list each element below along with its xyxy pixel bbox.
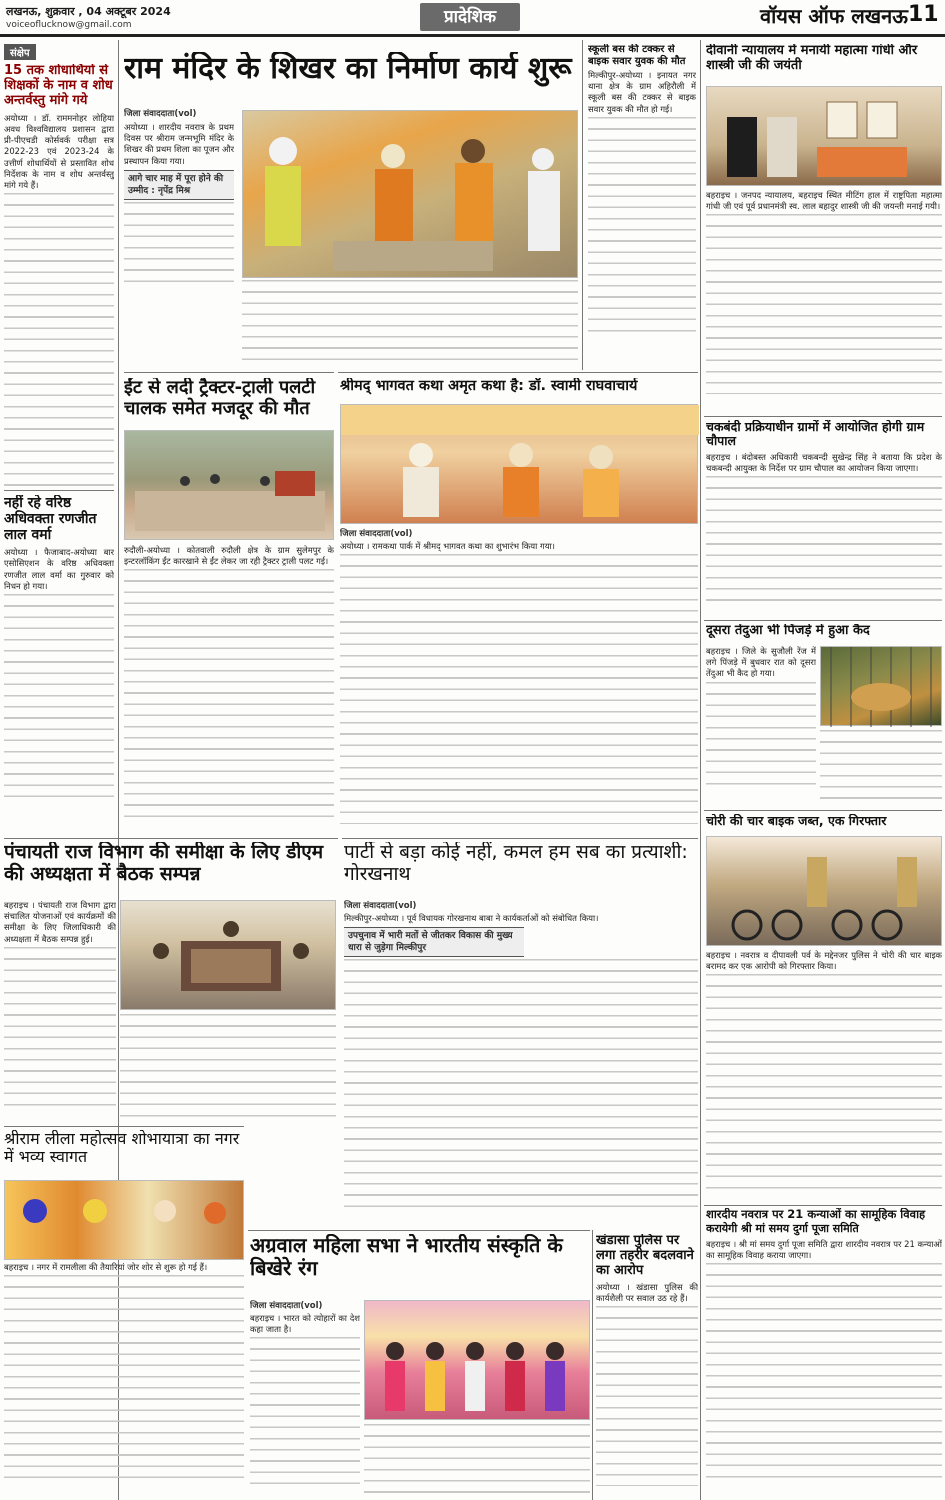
story-tractor-headline-box — [124, 378, 334, 428]
divider — [124, 372, 334, 373]
story-text: बहराइच । नगर में रामलीला की तैयारियां जोर शोर से शुरू हो गई हैं। — [4, 1262, 208, 1272]
story-text: अयोध्या । फैजाबाद-अयोध्या बार एसोसिएशन के वरिष्ठ अधिवक्ता रणजीत लाल वर्मा का गुरुवार को निधन हो गया। — [4, 547, 114, 591]
byline: जिला संवाददाता(vol) — [124, 109, 197, 119]
divider — [704, 416, 942, 417]
story-text: अयोध्या । डॉ. राममनोहर लोहिया अवध विश्वविद्यालय प्रशासन द्वारा प्री-पीएचडी कोर्सवर्क परीक्षा सत्र 2022-23 एवं 2023-24 के उत्तीर्ण शोधार्थियों से प्रस्तावित शोध निर्देशक के नाम व शोध अन्तर्वस्तु मांगे गये हैं। — [4, 112, 114, 191]
story-text: अयोध्या । रामकथा पार्क में श्रीमद् भागवत कथा का शुभारंभ किया गया। — [340, 541, 555, 551]
text-filler — [340, 554, 698, 824]
dateline: लखनऊ, शुक्रवार , 04 अक्टूबर 2024 — [6, 5, 171, 18]
photo-gandhi-tribute — [706, 86, 942, 186]
text-filler — [344, 959, 698, 1209]
story-text: बहराइच । श्री मां समय दुर्गा पूजा समिति द्वारा शारदीय नवरात्र पर 21 कन्याओं का सामूहिक विवाह कराया जाएगा। — [706, 1238, 942, 1261]
masthead-rule — [0, 34, 945, 37]
story-gandhi-text — [706, 190, 942, 410]
divider — [342, 838, 698, 839]
story-ramleela-text — [4, 1262, 244, 1498]
headline: नहीं रहे वरिष्ठ अधिवक्ता रणजीत लाल वर्मा — [4, 495, 97, 544]
divider — [704, 810, 942, 811]
headline: पंचायती राज विभाग की समीक्षा के लिए डीएम की अध्यक्षता में बैठक सम्पन्न — [4, 842, 324, 885]
photo-illustration — [365, 1301, 591, 1421]
story-tractor-text — [124, 545, 334, 835]
text-filler — [124, 569, 334, 819]
headline: दूसरा तेंदुआ भी पिंजड़े में हुआ कैद — [706, 624, 870, 638]
headline: चोरी की चार बाइक जब्त, एक गिरफ्तार — [706, 814, 887, 828]
subhead: करायेगी श्री मां समय दुर्गा पूजा समिति — [706, 1222, 859, 1236]
story-text: बहराइच । पंचायती राज विभाग द्वारा संचालित योजनाओं एवं कार्यक्रमों की समीक्षा के लिए जिलाधिकारी की अध्यक्षता में बैठक सम्पन्न हुई। — [4, 900, 116, 944]
top-story-headline-box — [124, 52, 580, 102]
photo-recovered-bikes — [706, 836, 942, 946]
text-filler — [4, 1275, 244, 1485]
story-agrawal-text — [250, 1300, 360, 1498]
story-text: अयोध्या । शारदीय नवरात्र के प्रथम दिवस पर श्रीराम जन्मभूमि मंदिर के शिखर की प्रथम शिला का पूजन और प्रस्थापन किया गया। — [124, 122, 234, 166]
story-text: मिल्कीपुर-अयोध्या । पूर्व विधायक गोरखनाथ बाबा ने कार्यकर्ताओं को संबोधित किया। — [344, 913, 599, 923]
byline: जिला संवाददाता(vol) — [250, 1301, 323, 1311]
divider — [4, 490, 114, 491]
story-text: बहराइच । नवरात्र व दीपावली पर्व के मद्देनजर पुलिस ने चोरी की चार बाइक बरामद कर एक आरोपी को गिरफ्तार किया। — [706, 950, 942, 972]
story-ramleela-headline-box — [4, 1130, 244, 1180]
website-email: voiceoflucknow@gmail.com — [6, 20, 132, 30]
photo-panchayat-meeting — [120, 900, 336, 1010]
photo-ramleela-procession — [4, 1180, 244, 1260]
headline: पार्टी से बड़ा कोई नहीं, कमल हम सब का प्रत्याशी: गोरखनाथ — [344, 842, 688, 885]
story-gorakhnath-headline-box — [344, 842, 698, 898]
story-panchayat-text-2 — [120, 1014, 336, 1124]
story-bike-headline-box — [706, 814, 942, 834]
text-filler — [706, 1263, 942, 1483]
story-panchayat-headline-box — [4, 842, 338, 898]
paper-name: वॉयस ऑफ लखनऊ — [760, 4, 908, 28]
text-filler — [706, 974, 942, 1194]
text-filler — [820, 730, 942, 804]
brief-story-1 — [4, 64, 114, 494]
headline: दीवानी न्यायालय में मनायी महात्मा गांधी और शास्त्री जी की जयंती — [706, 44, 918, 73]
headline: श्रीमद् भागवत कथा अमृत कथा है: डॉ. स्वामी राघवाचार्य — [340, 378, 638, 394]
top-story-text — [124, 108, 234, 358]
byline: जिला संवाददाता(vol) — [344, 901, 417, 911]
story-text: बहराइच । बंदोबस्त अधिकारी चकबन्दी सुखेन्द्र सिंह ने बताया कि प्रदेश के चकबन्दी आयुक्त के निर्देश पर ग्राम चौपाल का आयोजन किया जाएगा। — [706, 451, 942, 473]
top-story-columns — [242, 280, 578, 368]
headline: 15 तक शोधार्थियों से शिक्षकों के नाम व शोध अन्तर्वस्तु मांगे गये — [4, 64, 113, 108]
text-filler — [364, 1424, 590, 1496]
photo-illustration — [121, 901, 337, 1011]
photo-illustration — [125, 431, 335, 541]
story-bike-text — [706, 950, 942, 1200]
brief-story-2 — [4, 495, 114, 830]
text-filler — [4, 947, 116, 1107]
story-agrawal-text-2 — [364, 1424, 590, 1498]
headline: चकबंदी प्रक्रियाधीन ग्रामों में आयोजित होगी ग्राम चौपाल — [706, 420, 925, 449]
story-school-bus — [588, 44, 696, 364]
text-filler — [706, 214, 942, 394]
photo-bhagwat-katha — [340, 404, 698, 524]
text-filler — [250, 1337, 360, 1487]
divider — [704, 620, 942, 621]
text-filler — [706, 476, 942, 606]
photo-illustration — [821, 647, 943, 727]
text-filler — [596, 1306, 698, 1486]
text-filler — [706, 682, 816, 792]
column-rule — [592, 1230, 593, 1500]
section-label: प्रादेशिक — [420, 3, 520, 31]
divider — [4, 838, 338, 839]
brief-tag: संक्षेप — [4, 44, 36, 60]
divider — [704, 1205, 942, 1206]
story-vivah — [706, 1208, 942, 1498]
story-text: बहराइच । जिले के सुजौली रेंज में लगे पिंजड़े में बुधवार रात को दूसरा तेंदुआ भी कैद हो गया। — [706, 646, 816, 679]
story-leopard-headline-box — [706, 624, 942, 644]
photo-tractor-accident — [124, 430, 334, 540]
story-khandasa — [596, 1234, 698, 1498]
photo-people-illustration — [243, 111, 579, 279]
headline: अग्रवाल महिला सभा ने भारतीय संस्कृति के बिखेरे रंग — [250, 1234, 563, 1280]
story-gorakhnath-text — [344, 900, 698, 1230]
text-filler — [588, 117, 696, 337]
column-rule — [582, 40, 583, 370]
text-filler — [242, 280, 578, 366]
callout: आगे चार माह में पूरा होने की उम्मीद : नृपेंद्र मिश्र — [124, 170, 234, 200]
photo-illustration — [341, 405, 699, 525]
photo-illustration — [707, 87, 943, 187]
story-text: मिल्कीपुर-अयोध्या । इनायत नगर थाना क्षेत्र के ग्राम अहिरौली में स्कूली बस की टक्कर से बाइक सवार युवक की मौत हो गई। — [588, 70, 696, 114]
column-rule — [700, 40, 701, 1500]
photo-leopard-cage — [820, 646, 942, 726]
headline: शारदीय नवरात्र पर 21 कन्याओं का सामूहिक विवाह — [706, 1208, 926, 1221]
divider — [338, 372, 698, 373]
callout: उपचुनाव में भारी मतों से जीतकर विकास की मुख्य धारा से जुड़ेगा मिल्कीपुर — [344, 927, 524, 957]
headline: स्कूली बस की टक्कर से बाइक सवार युवक की मौत — [588, 44, 686, 67]
byline: जिला संवाददाता(vol) — [340, 529, 413, 539]
photo-illustration — [707, 837, 943, 947]
story-chakbandi — [706, 420, 942, 620]
story-bhagwat-text — [340, 528, 698, 833]
text-filler — [120, 1014, 336, 1122]
story-leopard-text — [706, 646, 816, 806]
divider — [248, 1230, 590, 1231]
divider — [4, 1126, 244, 1127]
story-text: अयोध्या । खंडासा पुलिस की कार्यशैली पर सवाल उठ रहे हैं। — [596, 1281, 698, 1304]
story-gandhi-headline-box — [706, 44, 942, 84]
headline: ईंट से लदी ट्रैक्टर-ट्राली पलटी चालक समेत मजदूर की मौत — [124, 378, 316, 419]
text-filler — [124, 202, 234, 282]
photo-agrawal-mahila-sabha — [364, 1300, 590, 1420]
story-text: रुदौली-अयोध्या । कोतवाली रुदौली क्षेत्र के ग्राम सुलेमपुर के इन्टरलॉकिंग ईंट कारखाने से ईंट लेकर जा रही ट्रैक्टर ट्राली पलट गई। — [124, 545, 334, 567]
photo-illustration — [5, 1181, 245, 1261]
headline: राम मंदिर के शिखर का निर्माण कार्य शुरू — [124, 52, 572, 86]
story-text: बहराइच । भारत को त्योहारों का देश कहा जाता है। — [250, 1313, 360, 1335]
story-panchayat-text — [4, 900, 116, 1125]
headline: श्रीराम लीला महोत्सव शोभायात्रा का नगर में भव्य स्वागत — [4, 1130, 240, 1167]
headline: खंडासा पुलिस पर लगा तहरीर बदलवाने का आरोप — [596, 1234, 694, 1278]
story-agrawal-headline-box — [250, 1234, 590, 1298]
story-text: बहराइच । जनपद न्यायालय, बहराइच स्थित मीटिंग हाल में राष्ट्रपिता महात्मा गांधी जी एवं पूर्व प्रधानमंत्री स्व. लाल बहादुर शास्त्री जी की जयन्ती मनाई गयी। — [706, 190, 942, 212]
photo-temple-ceremony — [242, 110, 578, 278]
text-filler — [4, 594, 114, 804]
story-leopard-text-2 — [820, 730, 942, 806]
page-number: 11 — [908, 2, 939, 27]
text-filler — [4, 193, 114, 493]
